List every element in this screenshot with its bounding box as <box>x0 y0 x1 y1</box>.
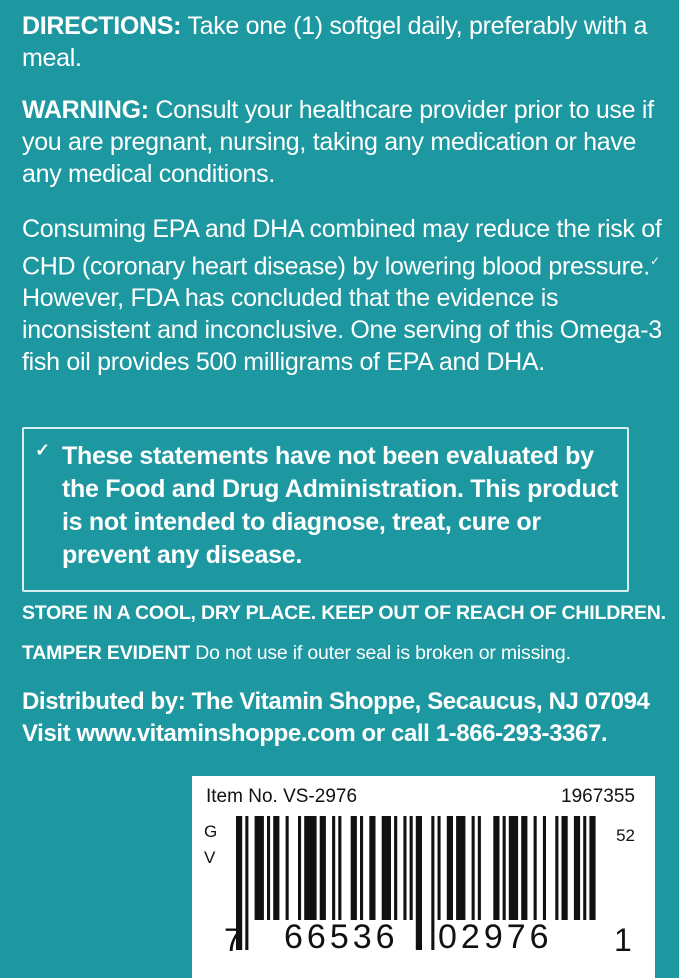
storage-instructions: STORE IN A COOL, DRY PLACE. KEEP OUT OF REACH OF CHILDREN. <box>22 602 666 624</box>
claim-text-2: However, FDA has concluded that the evidence is inconsistent and inconclusive. One serving of this Omega-3 fish oil provides 500 milligrams of EPA and DHA. <box>22 284 662 377</box>
barcode-bar <box>338 816 341 920</box>
barcode-lead-digit: 7 <box>224 922 242 958</box>
barcode-bar <box>416 816 422 950</box>
barcode-bar <box>574 816 580 920</box>
health-claim-paragraph <box>22 213 662 378</box>
tamper-notice <box>22 640 571 666</box>
barcode-bar <box>320 816 326 920</box>
barcode-bar <box>332 816 335 920</box>
barcode-bar <box>360 816 363 920</box>
barcode-bar <box>245 816 248 950</box>
lot-number: 1967355 <box>561 786 635 807</box>
contact-line: Visit www.vitaminshoppe.com or call 1-866-293-3367. <box>22 720 608 747</box>
barcode-bar <box>267 816 270 920</box>
distributor-info <box>22 686 649 750</box>
barcode-bar <box>273 816 279 920</box>
checkmark-icon: ✓ <box>35 440 51 460</box>
barcode-panel <box>192 776 655 978</box>
directions-paragraph <box>22 10 662 74</box>
barcode-bar <box>394 816 397 920</box>
barcode-bar <box>534 816 537 920</box>
barcode-bar <box>431 816 434 950</box>
barcode-bar <box>521 816 527 920</box>
claim-checkmark: ✓ <box>649 254 660 268</box>
tamper-text: Do not use if outer seal is broken or missing. <box>190 642 571 664</box>
item-number: Item No. VS-2976 <box>206 786 358 807</box>
barcode-bar <box>382 816 391 920</box>
barcode-code-52: 52 <box>616 826 635 845</box>
directions-text: Take one (1) softgel daily, preferably with a meal. <box>22 12 648 72</box>
barcode-bar <box>447 816 453 920</box>
barcode-bar <box>403 816 406 920</box>
barcode-bar <box>562 816 568 920</box>
barcode-bar <box>509 816 518 920</box>
barcode-bar <box>583 816 586 920</box>
barcode-bar <box>555 816 558 920</box>
barcode-bar <box>255 816 264 920</box>
barcode-bar <box>589 816 595 920</box>
barcode-bar <box>286 816 289 920</box>
barcode-bar <box>304 816 316 920</box>
barcode-code-g: G <box>204 822 218 841</box>
barcode-bar <box>369 816 375 920</box>
barcode-bar <box>298 816 301 920</box>
warning-text: Consult your healthcare provider prior to use if you are pregnant, nursing, taking any medication or have any medical conditions. <box>22 96 654 188</box>
barcode-bar <box>410 816 413 920</box>
barcode-code-v: V <box>204 848 216 867</box>
distributor-line: Distributed by: The Vitamin Shoppe, Secaucus, NJ 07094 <box>22 688 650 715</box>
barcode-check-digit: 1 <box>614 922 632 958</box>
barcode-bar <box>472 816 475 920</box>
claim-text-1: Consuming EPA and DHA combined may reduce the risk of CHD (coronary heart disease) by lowering blood pressure. <box>22 215 662 281</box>
disclaimer-text: These statements have not been evaluated by the Food and Drug Administration. This product is not intended to diagnose, treat, cure or prevent any disease. <box>62 442 619 569</box>
barcode-digits-right: 02976 <box>438 918 553 956</box>
barcode-bar <box>543 816 546 920</box>
tamper-heading: TAMPER EVIDENT <box>22 642 191 664</box>
warning-paragraph <box>22 94 662 190</box>
barcode-bar <box>493 816 499 920</box>
barcode-digits-left: 66536 <box>284 918 399 956</box>
directions-heading: DIRECTIONS: <box>22 12 182 40</box>
barcode-bar <box>503 816 506 920</box>
barcode-bar <box>456 816 465 920</box>
barcode-bar <box>478 816 481 920</box>
warning-heading: WARNING: <box>22 96 149 124</box>
fda-disclaimer-box <box>22 427 629 592</box>
barcode-bar <box>438 816 441 920</box>
barcode-bar <box>351 816 357 920</box>
